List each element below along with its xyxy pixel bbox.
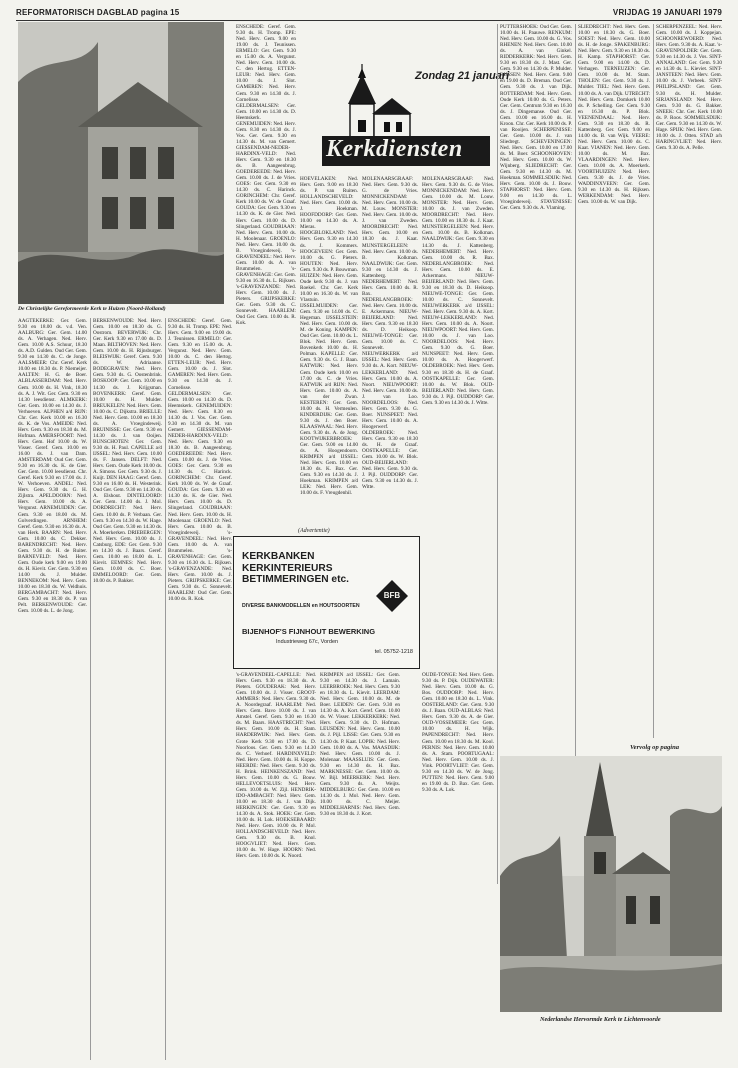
column-13 (422, 672, 494, 1060)
column-5-text: HOEVELAKEN: Ned. Herv. Gem. 9.00 en 18.30 ds. P. van Ruiten. HOLLANDSCHEVELD: Ned. Herv. Gem. 10.00 ds. J. Hoekman. HOOFDDORP: Ger. Gem. 10.00 en 14.30 ds. A. Mieras. HOOGBLOKLAND: Ned. Herv. Gem. 9.30 en 14.30 ds. J. Kommers. HOOGEVEEN: Ger. Gem. 10.00 ds. G. Pieters. HOUTEN: Ned. Herv. Gem. 9.30 ds. P. Bouwman. HUIZEN: Ned. Herv. Gem. Oude kerk 9.30 ds. J. van Roekel. Chr. Ger. Kerk 10.00 en 16.30 ds. W. van Vlastuin. IJSSELMUIDEN: Ger. Gem. 9.30 en 14.00 ds. C. Hegeman. IJSSELSTEIN: Ned. Herv. Gem. 10.00 ds. M. de Koning. KAMPEN: Oud Ger. Gem. 10.00 ds. L. Blok. Ned. Herv. Gem. Bovenkerk 10.00 ds. H. Polman. KAPELLE: Ger. Gem. 9.30 ds. G. J. Baan. KATWIJK: Ned. Herv. Gem. Oude kerk 10.00 en 17.00 ds. C. de Vries. KATWIJK a/d RIJN: Ned. Herv. Gem. 10.00 ds. A. van der Zwan. KESTEREN: Ger. Gem. 10.00 ds. H. Vermeulen. KINDERDIJK: Ger. Gem. 9.30 ds. J. den Boer. KLAASWAAL: Ned. Herv. Gem. 9.30 ds. A. de Jong. KOOTWIJKERBROEK: Ger. Gem. 9.00 en 14.00 ds. A. Hoogendoorn. KRIMPEN a/d IJSSEL: Ned. Herv. Gem. 10.00 en 18.30 ds. K. Bax. Ger. Gem. 9.30 en 14.30 ds. J. Hoekman. KRIMPEN a/d LEK: Ned. Herv. Gem. 10.00 ds. F. Vreugdenhil. (300, 176, 358, 497)
column-4-text: ENSCHEDE: Geref. Gem. 9.30 ds. H. Tromp. EPE: Ned. Herv. Gem. 9.00 en 19.00 ds. J. Teunissen. ERMELO: Ger. Gem. 9.30 en 15.00 ds. A. Vergunst. Ned. Herv. Gem. 10.00 ds. C. den Hertog. ETTEN-LEUR: Ned. Herv. Gem. 10.00 ds. J. Slot. GAMEREN: Ned. Herv. Gem. 9.30 en 14.30 ds. J. Cornelisse. GELDERMALSEN: Ger. Gem. 10.00 en 14.30 ds. D. Heemskerk. GENEMUIDEN: Ned. Herv. Gem. 8.30 en 14.30 ds. J. Vos. Ger. Gem. 9.30 en 14.30 ds. M. van Gemert. GIESSENDAM-NEDER-HARDINX-VELD: Ned. Herv. Gem. 9.30 en 18.30 ds. B. Aangeenbrug. GOEDEREEDE: Ned. Herv. Gem. 10.00 ds. J. de Vries. GOES: Ger. Gem. 9.30 en 14.30 ds. C. Harinck. GORINCHEM: Chr. Geref. Kerk 10.00 ds. W. de Graaf. GOUDA: Ger. Gem. 9.30 en 14.30 ds. K. de Gier. Ned. Herv. Gem. 10.00 ds. D. Slingerland. GOUDRIAAN: Ned. Herv. Gem. 10.00 ds. H. Moolenaar. GROENLO: Ned. Herv. Gem. 10.00 ds. B. Vroegindeweij. 's-GRAVENDEEL: Ned. Herv. Gem. 10.00 ds. A. van Brummelen. 's-GRAVENHAGE: Ger. Gem. 9.30 en 16.30 ds. L. Rijksen. 's-GRAVENZANDE: Ned. Herv. Gem. 10.00 ds. J. Pieters. GRIJPSKERKE: Ger. Gem. 9.30 ds. C. Sonnevelt. HAARLEM: Oud Ger. Gem. 10.00 ds. R. Kok. (236, 24, 296, 327)
ad-headline-2: KERKINTERIEURS (242, 562, 333, 574)
ad-phone: tel. 05752-1218 (374, 649, 413, 655)
kerkdiensten-logo (318, 64, 494, 170)
column-divider (165, 318, 166, 1060)
advertisement-box (233, 536, 420, 669)
column-9 (578, 24, 650, 738)
header-left: REFORMATORISCH DAGBLAD pagina 15 (16, 8, 180, 17)
column-2 (93, 318, 162, 1060)
ad-subline: DIVERSE BANKMODELLEN en HOUTSOORTEN (242, 603, 360, 609)
column-divider (90, 318, 91, 1060)
continued-note: Vervolg op pagina (630, 744, 680, 751)
column-divider (653, 24, 654, 738)
column-12 (320, 672, 400, 1060)
column-13-text: OUDE-TONGE: Ned. Herv. Gem. 9.30 ds. P. Dijk. OUDEWATER: Ned. Herv. Gem. 10.00 ds. G. Bos. OUDDORP: Ned. Herv. Gem. 10.00 en 18.30 ds. L. Vink. OOSTERLAND: Ger. Gem. 9.30 ds. J. Baan. OUD-ALBLAS: Ned. Herv. Gem. 9.30 ds. A. de Gier. OUD-VOSSEMEER: Ger. Gem. 10.00 ds. H. Wijk. PAPENDRECHT: Ned. Herv. Gem. 10.00 en 18.30 ds. M. Kool. PERNIS: Ned. Herv. Gem. 10.00 ds. A. Stam. POORTUGAAL: Ned. Herv. Gem. 10.00 ds. J. Vink. POORTVLIET: Ger. Gem. 9.30 en 14.30 ds. W. de Jong. PUTTEN: Ned. Herv. Gem. 9.00 en 19.00 ds. D. Bax. Ger. Gem. 9.30 ds. A. Lok. (422, 672, 494, 793)
column-divider (575, 24, 576, 884)
ad-headline-1: KERKBANKEN (242, 551, 315, 562)
column-11 (236, 672, 316, 1060)
ad-badge-text: BFB (383, 591, 401, 600)
logo-title: Kerkdiensten (326, 136, 463, 162)
photo-caption-lichtenvoorde: Nederlandse Hervormde Kerk te Lichtenvoorde (540, 1016, 661, 1023)
column-8-text: PUTTERSHOEK: Oud Ger. Gem. 10.00 ds. H. Paauwe. RENKUM: Ned. Herv. Gem. 10.00 ds. G. Vos. RHENEN: Ned. Herv. Gem. 10.00 ds. A. van Ginkel. RIDDERKERK: Ned. Herv. Gem. 9.30 en 18.30 ds. J. Mast. Ger. Gem. 9.30 en 14.30 ds. P. Mulder. RIJSSEN: Ned. Herv. Gem. 9.00 en 19.00 ds. D. Breman. Oud Ger. Gem. 9.30 ds. J. van Dijk. ROTTERDAM: Ned. Herv. Gem. Oude Kerk 10.00 ds. G. Peters. Ger. Gem. Centrum 9.30 en 16.30 ds. J. Dingemanse. Oud Ger. Gem. 10.00 en 16.00 ds. H. Kroon. Chr. Ger. Kerk 10.00 ds. P. van Rooijen. SCHERPENISSE: Ger. Gem. 10.00 ds. J. van Sliedregt. SCHEVENINGEN: Ned. Herv. Gem. 10.00 en 17.00 ds. M. Boer. SCHOONHOVEN: Ned. Herv. Gem. 10.00 ds. W. Wijnberg. SLIEDRECHT: Ger. Gem. 9.30 en 14.30 ds. M. Hoekman. SOMMELSDIJK: Ned. Herv. Gem. 10.00 ds. J. Bouw. STAPHORST: Ned. Herv. Gem. 9.00 en 14.30 ds. L. Vroegindeweij. STAVENISSE: Ger. Gem. 9.30 ds. A. Vlaming. (500, 24, 572, 212)
church-photo-lichtenvoorde (500, 756, 722, 1012)
ad-address: Industrieweg 67c, Vorden (276, 639, 339, 645)
column-5 (300, 176, 358, 524)
column-12-text: KRIMPEN a/d IJSSEL: Ger. Gem. 9.30 en 14.30 ds. J. Lamain. LEERBROEK: Ned. Herv. Gem. 9.30 en 18.30 ds. L. Kievit. LEERDAM: Ned. Herv. Gem. 10.00 ds. M. de Boer. LEIDEN: Ger. Gem. 9.30 en 14.30 ds. A. Kort. Geref. Gem. 10.00 ds. W. Visser. LEKKERKERK: Ned. Herv. Gem. 9.30 ds. D. Hofman. LEUSDEN: Ned. Herv. Gem. 10.00 ds. J. Pijl. LISSE: Ger. Gem. 9.30 en 14.30 ds. P. Kaat. LOPIK: Ned. Herv. Gem. 10.00 ds. A. Vos. MAASDIJK: Ned. Herv. Gem. 10.00 ds. J. Molenaar. MAASSLUIS: Ger. Gem. 9.30 en 14.30 ds. H. Bax. MARKNESSE: Ger. Gem. 10.00 ds. W. Bijl. MEERKERK: Ned. Herv. Gem. 9.30 ds. A. Weijts. MIDDELBURG: Ger. Gem. 10.00 en 14.30 ds. J. Mol. Ned. Herv. Gem. 10.00 ds. C. Meijer. MIDDELHARNIS: Ned. Herv. Gem. 9.30 en 18.30 ds. J. Kort. (320, 672, 400, 818)
column-10 (656, 24, 722, 738)
column-7-text: MOLENAARSGRAAF: Ned. Herv. Gem. 9.30 ds. G. de Vries. MONNICKENDAM: Ned. Herv. Gem. 10.00 ds. M. Louw. MONSTER: Ned. Herv. Gem. 10.00 ds. J. van Zweden. MOORDRECHT: Ned. Herv. Gem. 10.00 en 18.30 ds. J. Kaat. MUNSTERGELEEN: Ned. Herv. Gem. 10.00 ds. B. Kolkman. NAALDWIJK: Ger. Gem. 9.30 en 14.30 ds. J. Kattenberg. NEDERHEMERT: Ned. Herv. Gem. 10.00 ds. R. Bax. NEDERLANGBROEK: Ned. Herv. Gem. 10.00 ds. E. Ackermans. NIEUW-BEIJERLAND: Ned. Herv. Gem. 9.30 en 18.30 ds. D. Heikoop. NIEUWE-TONGE: Ger. Gem. 10.00 ds. C. Sonnevelt. NIEUWERKERK a/d IJSSEL: Ned. Herv. Gem. 9.30 ds. A. Kort. NIEUW-LEKKERLAND: Ned. Herv. Gem. 10.00 ds. A. Noort. NIEUWPOORT: Ned. Herv. Gem. 10.00 ds. J. van Loo. NOORDELOOS: Ned. Herv. Gem. 9.30 ds. G. Boer. NUNSPEET: Ned. Herv. Gem. 10.00 ds. A. Hoogerwerf. OLDEBROEK: Ned. Herv. Gem. 9.30 en 18.30 ds. H. de Graaf. OOSTKAPELLE: Ger. Gem. 10.00 ds. W. Blok. OUD-BEIJERLAND: Ned. Herv. Gem. 9.30 ds. J. Pijl. OUDDORP: Ger. Gem. 9.30 en 14.30 ds. J. Witte. (422, 176, 494, 406)
column-6 (362, 176, 418, 524)
ad-label: (Advertentie) (295, 528, 333, 534)
ad-company: BIJENHOF'S FIJNHOUT BEWERKING (242, 627, 376, 636)
column-2-text: BERKENWOUDE: Ned. Herv. Gem. 10.00 en 18.30 ds. G. Oostrom. BEVERWIJK: Chr. Ger. Kerk 9.30 en 17.00 ds. D. Maan. BILTHOVEN: Ned. Herv. Gem. 10.00 ds. H. Rijnsburger. BLEISWIJK: Geref. Gem. 9.30 ds. W. Adriaanse. BODEGRAVEN: Ned. Herv. Gem. 9.30 ds. G. Oostenbrink. BOSKOOP: Ger. Gem. 10.00 en 14.30 ds. J. Krijgsman. BOVENKERK: Geref. Gem. 10.00 ds. H. Mulder. BREUKELEN: Ned. Herv. Gem. 10.00 ds. C. Dijkstra. BRIELLE: Ned. Herv. Gem. 10.00 en 18.30 ds. A. Vroegindeweij. BRUINISSE: Ger. Gem. 9.30 en 14.30 ds. J. van Ooijen. BUNSCHOTEN: Ger. Gem. 9.30 ds. H. Paul. CAPELLE a/d IJSSEL: Ned. Herv. Gem. 10.00 ds. F. Jansen. DELFT: Ned. Herv. Gem. Oude Kerk 10.00 ds. A. Simons. Ger. Gem. 9.30 ds. J. Kuijt. DEN HAAG: Geref. Gem. 9.30 en 16.00 ds. H. Westerink. Oud Ger. Gem. 9.30 en 14.30 ds. A. Elshout. DINTELOORD: Ger. Gem. 14.00 ds. J. Mol. DORDRECHT: Ned. Herv. Gem. 10.00 ds. P. Verbaan. Ger. Gem. 9.30 en 14.30 ds. W. Hage. Oud Ger. Gem. 9.30 en 14.30 ds. A. Moerkerken. DRIEBERGEN: Ned. Herv. Gem. 10.00 ds. J. Catsburg. EDE: Ger. Gem. 9.30 en 14.30 ds. J. Baars. Geref. Gem. 10.00 en 18.00 ds. L. Kievit. EEMNES: Ned. Herv. Gem. 10.00 ds. C. Boer. EMMELOORD: Ger. Gem. 10.00 ds. P. Bakker. (93, 318, 162, 585)
column-11-text: 's-GRAVENDEEL-CAPELLE: Ned. Herv. Gem. 9.30 en 18.30 ds. A. Pieters. GOUDERAK: Ned. Herv. Gem. 10.00 ds. J. Visser. GROOT-AMMERS: Ned. Herv. Gem. 9.30 ds. A. Noordegraaf. HAARLEM: Ned. Herv. Gem. Bavo 10.00 ds. J. van Amstel. Geref. Gem. 9.30 en 16.30 ds. M. Baars. HAASTRECHT: Ned. Herv. Gem. 10.00 ds. H. Stam. HARDERWIJK: Ned. Herv. Gem. Grote Kerk 9.30 en 17.00 ds. D. Noorloos. Ger. Gem. 9.30 en 14.30 ds. C. Verhoef. HARDINXVELD: Ned. Herv. Gem. 10.00 ds. H. Koppe. HEERDE: Ned. Herv. Gem. 9.30 ds. H. Brink. HEINKENSZAND: Ned. Herv. Gem. 10.00 ds. G. Bouw. HELLEVOETSLUIS: Ned. Herv. Gem. 10.00 ds. W. Zijl. HENDRIK-IDO-AMBACHT: Ned. Herv. Gem. 10.00 en 18.30 ds. J. van Dijk. HERKINGEN: Ger. Gem. 9.30 en 14.30 ds. A. Stok. HOEK: Ger. Gem. 10.00 ds. H. Lok. HOEKSEBAARD: Ned. Herv. Gem. 10.00 ds. P. Mol. HOLLANDSCHEVELD: Ned. Herv. Gem. 9.30 ds. B. Knol. HOOGVLIET: Ned. Herv. Gem. 10.00 ds. W. Hage. HOORN: Ned. Herv. Gem. 10.00 ds. K. Noord. (236, 672, 316, 860)
column-1 (18, 318, 87, 1060)
column-3 (168, 318, 232, 1060)
page-header (16, 6, 722, 21)
photo-caption-huizen: De Christelijke Gereformeerde Kerk te Huizen (Noord-Holland) (18, 306, 166, 312)
column-4 (236, 24, 296, 524)
church-photo-huizen (18, 22, 224, 304)
bfb-badge-icon (375, 579, 409, 613)
column-6-text: MOLENAARSGRAAF: Ned. Herv. Gem. 9.30 ds. G. de Vries. MONNICKENDAM: Ned. Herv. Gem. 10.00 ds. M. Louw. MONSTER: Ned. Herv. Gem. 10.00 ds. J. van Zweden. MOORDRECHT: Ned. Herv. Gem. 10.00 en 18.30 ds. J. Kaat. MUNSTERGELEEN: Ned. Herv. Gem. 10.00 ds. B. Kolkman. NAALDWIJK: Ger. Gem. 9.30 en 14.30 ds. J. Kattenberg. NEDERHEMERT: Ned. Herv. Gem. 10.00 ds. R. Bax. NEDERLANGBROEK: Ned. Herv. Gem. 10.00 ds. E. Ackermans. NIEUW-BEIJERLAND: Ned. Herv. Gem. 9.30 en 18.30 ds. D. Heikoop. NIEUWE-TONGE: Ger. Gem. 10.00 ds. C. Sonnevelt. NIEUWERKERK a/d IJSSEL: Ned. Herv. Gem. 9.30 ds. A. Kort. NIEUW-LEKKERLAND: Ned. Herv. Gem. 10.00 ds. A. Noort. NIEUWPOORT: Ned. Herv. Gem. 10.00 ds. J. van Loo. NOORDELOOS: Ned. Herv. Gem. 9.30 ds. G. Boer. NUNSPEET: Ned. Herv. Gem. 10.00 ds. A. Hoogerwerf. OLDEBROEK: Ned. Herv. Gem. 9.30 en 18.30 ds. H. de Graaf. OOSTKAPELLE: Ger. Gem. 10.00 ds. W. Blok. OUD-BEIJERLAND: Ned. Herv. Gem. 9.30 ds. J. Pijl. OUDDORP: Ger. Gem. 9.30 en 14.30 ds. J. Witte. (362, 176, 418, 491)
column-10-text: SCHERPENZEEL: Ned. Herv. Gem. 10.00 ds. J. Koppejan. SCHOONREWOERD: Ned. Herv. Gem. 9.30 ds. A. Kaat. 's-GRAVENPOLDER: Ger. Gem. 9.30 en 14.30 ds. J. Vos. SINT-ANNALAND: Ger. Gem. 9.30 en 14.30 ds. L. Kieviet. SINT-JANSTEEN: Ned. Herv. Gem. 10.00 ds. J. Verbeek. SINT-PHILIPSLAND: Ger. Gem. 9.30 ds. H. Mulder. SIRJANSLAND: Ned. Herv. Gem. 9.30 ds. G. Bakker. SNEEK: Chr. Ger. Kerk 10.00 ds. P. Roos. SOMMELSDIJK: Ger. Gem. 9.30 en 14.30 ds. W. Hage. SPIJK: Ned. Herv. Gem. 10.00 ds. J. Otten. STAD a/h HARINGVLIET: Ned. Herv. Gem. 9.30 ds. A. Pelle. (656, 24, 722, 151)
column-divider (497, 24, 498, 884)
logo-date: Zondag 21 januari (415, 70, 510, 82)
column-1-text: AAGTEKERKE: Ger. Gem. 9.30 en 18.00 ds. v.d. Ven. AALBURG: Ger. Gem. 14.00 ds. A. Verhagen. Ned. Herv. Gem. 10.00 A.S. Schuur, 18.30 ds. A.D. Gulden. Oud Ger. Gem. 9.30 en 14.30 ds. C. de Jonge. AALSMEER: Chr. Geref. Kerk 10.00 en 18.30 ds. P. Niemeijer. AALTEN: H. G. de Boer. ALBLASSERDAM: Ned. Herv. Gem. 10.00 ds. H. Vink, 18.30 ds. A. J. Wit. Ger. Gem. 9.30 en 14.30 leesdienst. ALMKERK: Ger. Gem. 10.00 en 14.30 ds. J. Verhoeven. ALPHEN a/d RIJN: Chr. Ger. Kerk 10.00 en 16.30 ds. K. de Vos. AMEIDE: Ned. Herv. Gem. 9.30 en 18.30 ds. M. Hofman. AMERSFOORT: Ned. Herv. Gem. Hof 10.00 ds. W. Visser. Geref. Gem. 10.00 en 16.00 ds. J. van Dam. AMSTERDAM: Oud Ger. Gem. 9.30 en 16.30 ds. K. de Gier. Ger. Gem. 10.00 leesdienst. Chr. Geref. Kerk 9.30 en 17.00 ds. J. W. Verhoeven. ANDEL: Ned. Herv. Gem. 9.30 ds. G. H. Zijlstra. APELDOORN: Ned. Herv. Gem. 10.00 ds. A. Vergunst. ARNEMUIDEN: Ger. Gem. 9.30 en 18.00 ds. M. Golverdingen. ARNHEM: Geref. Gem. 9.30 en 16.30 ds. A. van Herk. BAARN: Ned. Herv. Gem. 10.00 ds. C. Dekker. BARENDRECHT: Ned. Herv. Gem. 9.30 ds. H. de Ruiter. BARNEVELD: Ned. Herv. Gem. Oude kerk 9.00 en 19.00 ds. H. Kievit. Ger. Gem. 9.30 en 14.00 ds. J. Mulder. BENNEKOM: Ned. Herv. Gem. 10.00 en 18.30 ds. W. Veldhuis. BERGAMBACHT: Ned. Herv. Gem. 9.30 en 18.30 ds. P. van Pelt. BERKENWOUDE: Ger. Gem. 10.00 ds. L. de Jong. (18, 318, 87, 615)
ad-headline (242, 551, 349, 586)
column-9-text: SLIEDRECHT: Ned. Herv. Gem. 10.00 en 18.30 ds. G. Boer. SOEST: Ned. Herv. Gem. 10.00 ds. H. de Jonge. SPAKENBURG: Ned. Herv. Gem. 9.30 en 18.30 ds. H. Kamp. STAPHORST: Ger. Gem. 9.00 en 14.00 ds. D. Verhagen. TERNEUZEN: Ger. Gem. 10.00 ds. M. Stam. THOLEN: Ger. Gem. 9.30 ds. J. Mulder. TIEL: Ned. Herv. Gem. 10.00 ds. A. van Dijk. UTRECHT: Ned. Herv. Gem. Domkerk 10.00 ds. P. Schelling. Ger. Gem. 9.30 en 16.30 ds. P. Blok. VEENENDAAL: Ned. Herv. Gem. 9.30 en 18.30 ds. R. Kattenberg. Ger. Gem. 9.00 en 14.00 ds. B. van Wijk. VEERE: Ned. Herv. Gem. 10.00 ds. C. Kaat. VIANEN: Ned. Herv. Gem. 10.00 ds. M. Bax. VLAARDINGEN: Ned. Herv. Gem. 10.00 ds. A. Moerkerk. VOORTHUIZEN: Ned. Herv. Gem. 9.30 ds. J. de Vries. WADDINXVEEN: Ger. Gem. 9.30 en 14.30 ds. H. Rijksen. WERKENDAM: Ned. Herv. Gem. 10.00 ds. W. van Dijk. (578, 24, 650, 206)
header-right: VRIJDAG 19 JANUARI 1979 (612, 8, 722, 17)
column-8 (500, 24, 572, 884)
column-3-text: ENSCHEDE: Geref. Gem. 9.30 ds. H. Tromp. EPE: Ned. Herv. Gem. 9.00 en 19.00 ds. J. Teunissen. ERMELO: Ger. Gem. 9.30 en 15.00 ds. A. Vergunst. Ned. Herv. Gem. 10.00 ds. C. den Hertog. ETTEN-LEUR: Ned. Herv. Gem. 10.00 ds. J. Slot. GAMEREN: Ned. Herv. Gem. 9.30 en 14.30 ds. J. Cornelisse. GELDERMALSEN: Ger. Gem. 10.00 en 14.30 ds. D. Heemskerk. GENEMUIDEN: Ned. Herv. Gem. 8.30 en 14.30 ds. J. Vos. Ger. Gem. 9.30 en 14.30 ds. M. van Gemert. GIESSENDAM-NEDER-HARDINX-VELD: Ned. Herv. Gem. 9.30 en 18.30 ds. B. Aangeenbrug. GOEDEREEDE: Ned. Herv. Gem. 10.00 ds. J. de Vries. GOES: Ger. Gem. 9.30 en 14.30 ds. C. Harinck. GORINCHEM: Chr. Geref. Kerk 10.00 ds. W. de Graaf. GOUDA: Ger. Gem. 9.30 en 14.30 ds. K. de Gier. Ned. Herv. Gem. 10.00 ds. D. Slingerland. GOUDRIAAN: Ned. Herv. Gem. 10.00 ds. H. Moolenaar. GROENLO: Ned. Herv. Gem. 10.00 ds. B. Vroegindeweij. 's-GRAVENDEEL: Ned. Herv. Gem. 10.00 ds. A. van Brummelen. 's-GRAVENHAGE: Ger. Gem. 9.30 en 16.30 ds. L. Rijksen. 's-GRAVENZANDE: Ned. Herv. Gem. 10.00 ds. J. Pieters. GRIJPSKERKE: Ger. Gem. 9.30 ds. C. Sonnevelt. HAARLEM: Oud Ger. Gem. 10.00 ds. R. Kok. (168, 318, 232, 603)
ad-headline-3: BETIMMERINGEN etc. (242, 574, 349, 585)
